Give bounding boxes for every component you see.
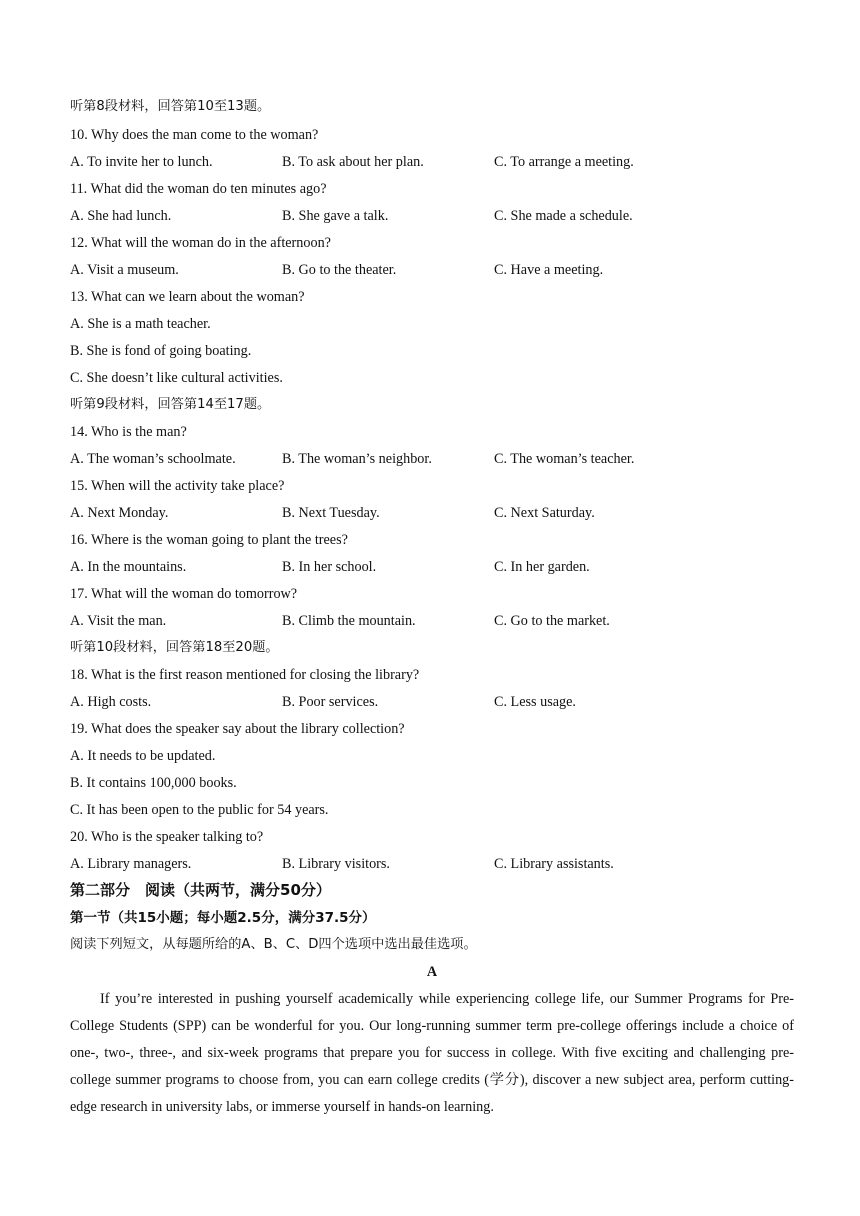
passage-a-paragraph: If you’re interested in pushing yourself academically while experiencing college life, our Summer Programs for Pre-College Students (SPP) can be wonderful for you. Our long-running summer term pre-college offerings include a choice of one-, two-, three-, and six-week programs that prepare you for success in college. With five exciting and challenging pre-college summer programs to choose from, you can earn college credits (学分), discover a new subject area, perform cutting-edge research in university labs, or immerse yourself in hands-on learning.: [70, 991, 794, 1115]
option-c: C. Next Saturday.: [494, 505, 595, 521]
option-a: A. Visit a museum.: [70, 262, 179, 278]
option-a: A. Visit the man.: [70, 613, 167, 629]
question-17-stem: 17. What will the woman do tomorrow?: [70, 586, 298, 602]
section10-intro: 听第10段材料，回答第18至20题。: [70, 640, 279, 655]
option-a: A. In the mountains.: [70, 559, 187, 575]
option-b: B. She gave a talk.: [282, 208, 389, 224]
option-a: A. To invite her to lunch.: [70, 154, 213, 170]
option-c: C. Have a meeting.: [494, 262, 604, 278]
question-19-stem: 19. What does the speaker say about the library collection?: [70, 721, 405, 737]
part2-section1-title: 第一节（共15小题；每小题2.5分，满分37.5分）: [70, 910, 376, 926]
option-c: C. She made a schedule.: [494, 208, 633, 224]
section8-intro: 听第8段材料，回答第10至13题。: [70, 99, 271, 114]
question-14-stem: 14. Who is the man?: [70, 424, 187, 440]
question-15-stem: 15. When will the activity take place?: [70, 478, 285, 494]
option-b: B. The woman’s neighbor.: [282, 451, 432, 467]
question-18-stem: 18. What is the first reason mentioned for closing the library?: [70, 667, 420, 683]
part2-instruction: 阅读下列短文，从每题所给的A、B、C、D四个选项中选出最佳选项。: [70, 937, 477, 952]
option-c: C. She doesn’t like cultural activities.: [70, 370, 283, 386]
option-c: C. Library assistants.: [494, 856, 614, 872]
option-a: A. Next Monday.: [70, 505, 169, 521]
question-16-stem: 16. Where is the woman going to plant the trees?: [70, 532, 348, 548]
option-c: C. Go to the market.: [494, 613, 610, 629]
question-13-stem: 13. What can we learn about the woman?: [70, 289, 305, 305]
passage-label: A: [426, 964, 438, 980]
option-c: C. Less usage.: [494, 694, 576, 710]
question-11-stem: 11. What did the woman do ten minutes ago?: [70, 181, 327, 197]
option-a: A. She is a math teacher.: [70, 316, 211, 332]
option-b: B. Go to the theater.: [282, 262, 397, 278]
option-a: A. High costs.: [70, 694, 152, 710]
part2-title: 第二部分 阅读（共两节，满分50分）: [70, 881, 331, 899]
option-b: B. Library visitors.: [282, 856, 390, 872]
option-b: B. Next Tuesday.: [282, 505, 380, 521]
option-c: C. The woman’s teacher.: [494, 451, 635, 467]
option-a: A. Library managers.: [70, 856, 192, 872]
question-12-stem: 12. What will the woman do in the afternoon?: [70, 235, 331, 251]
option-b: B. Poor services.: [282, 694, 379, 710]
question-10-stem: 10. Why does the man come to the woman?: [70, 127, 319, 143]
option-a: A. The woman’s schoolmate.: [70, 451, 236, 467]
option-a: A. She had lunch.: [70, 208, 172, 224]
option-b: B. To ask about her plan.: [282, 154, 424, 170]
option-c: C. To arrange a meeting.: [494, 154, 634, 170]
option-b: B. In her school.: [282, 559, 377, 575]
option-b: B. Climb the mountain.: [282, 613, 416, 629]
question-20-stem: 20. Who is the speaker talking to?: [70, 829, 264, 845]
section9-intro: 听第9段材料，回答第14至17题。: [70, 397, 271, 412]
option-b: B. It contains 100,000 books.: [70, 775, 237, 791]
option-b: B. She is fond of going boating.: [70, 343, 252, 359]
option-c: C. In her garden.: [494, 559, 590, 575]
option-c: C. It has been open to the public for 54 years.: [70, 802, 329, 818]
option-a: A. It needs to be updated.: [70, 748, 216, 764]
